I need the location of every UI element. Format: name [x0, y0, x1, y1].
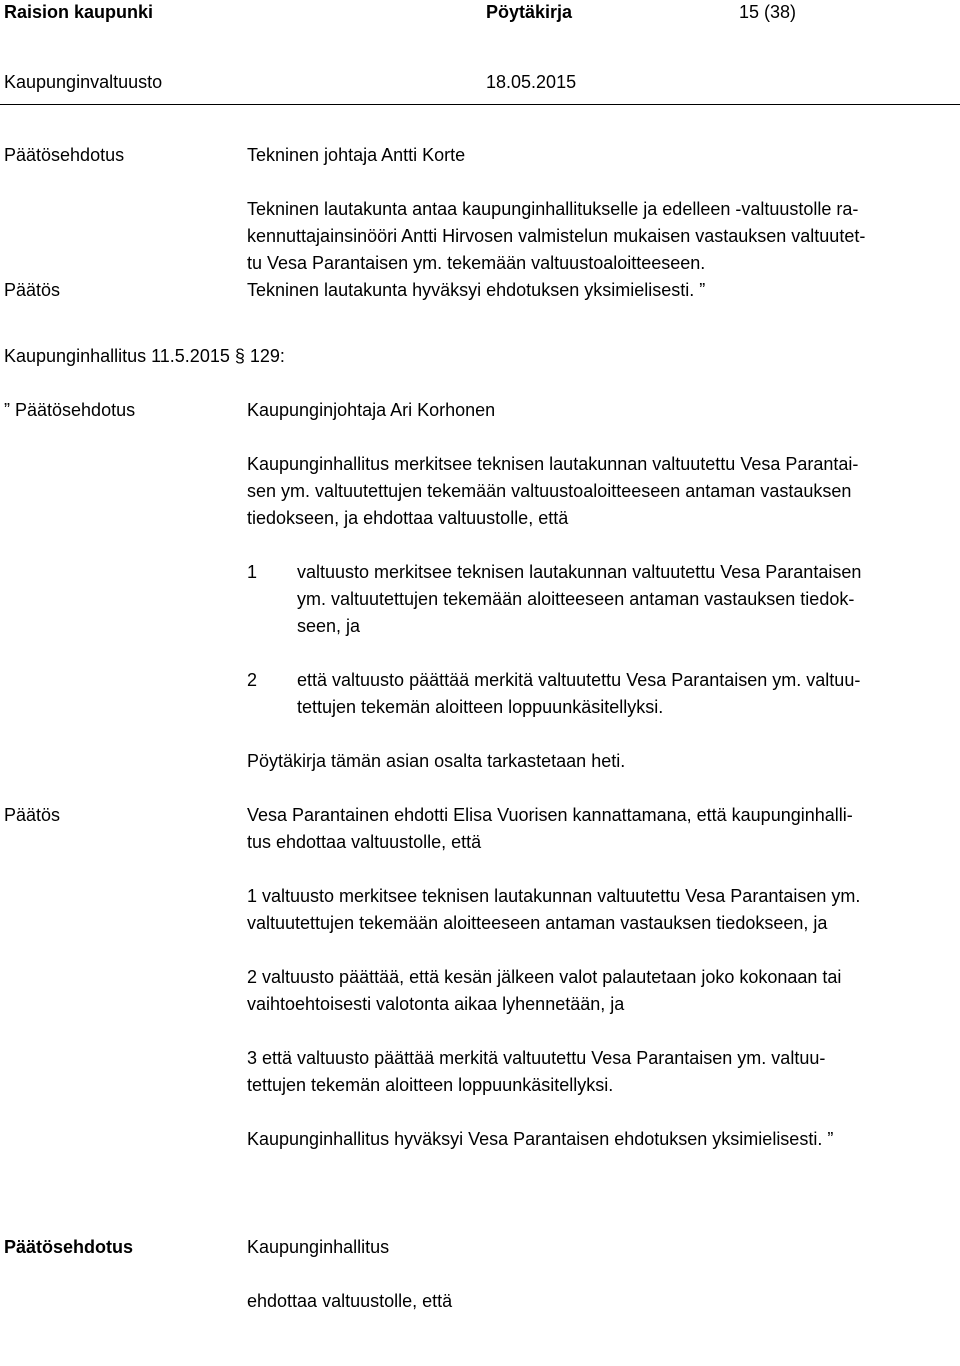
decision-row-1 — [0, 277, 960, 304]
proposer: Tekninen johtaja Antti Korte — [247, 145, 466, 165]
label-proposal: Päätösehdotus — [4, 145, 125, 165]
document-body — [0, 142, 960, 1315]
decision-text: Vesa Parantainen ehdotti Elisa Vuorisen kannattamana, että kaupunginhalli- tus ehdottaa valtuustolle, että — [247, 805, 853, 852]
item-text: valtuusto merkitsee teknisen lautakunnan valtuutettu Vesa Parantaisen ym. valtuutettujen tekemään aloitteeseen antaman vastauksen tiedok- seen, ja — [297, 562, 862, 636]
decision-item: 2 valtuusto päättää, että kesän jälkeen valot palautetaan joko kokonaan tai vaihtoehtoisesti valotonta aikaa lyhennetään, ja — [247, 967, 842, 1014]
label-proposal: Päätösehdotus — [4, 1237, 134, 1257]
decision-item: 3 että valtuusto päättää merkitä valtuutettu Vesa Parantaisen ym. valtuu- tettujen tekemän aloitteen loppuunkäsitellyksi. — [247, 1048, 826, 1095]
proposer: Kaupunginjohtaja Ari Korhonen — [247, 400, 496, 420]
item-number: 1 — [247, 562, 258, 582]
proposal-row-2 — [0, 397, 960, 424]
page-header — [0, 0, 960, 108]
final-decision: Kaupunginhallitus hyväksyi Vesa Parantaisen ehdotuksen yksimielisesti. ” — [247, 1129, 834, 1149]
meeting-date: 18.05.2015 — [486, 72, 577, 92]
proposal-text-row-1 — [0, 196, 960, 277]
khall-heading: Kaupunginhallitus 11.5.2015 § 129: — [4, 346, 285, 366]
decision-row-2 — [0, 802, 960, 856]
label-proposal: ” Päätösehdotus — [4, 400, 136, 420]
proposal-row-3 — [0, 1234, 960, 1261]
item-text: että valtuusto päättää merkitä valtuutettu Vesa Parantaisen ym. valtuu- tettujen tekemän aloitteen loppuunkäsitellyksi. — [297, 670, 861, 717]
decision-item: 1 valtuusto merkitsee teknisen lautakunnan valtuutettu Vesa Parantaisen ym. valtuutettujen tekemään aloitteeseen antaman vastauksen tiedokseen, ja — [247, 886, 861, 933]
minutes-note: Pöytäkirja tämän asian osalta tarkastetaan heti. — [247, 751, 626, 771]
meeting-body: Kaupunginvaltuusto — [4, 72, 163, 92]
proposal-text-row-3 — [0, 1288, 960, 1315]
proposal-intro-row-2 — [0, 451, 960, 532]
proposal-text: ehdottaa valtuustolle, että — [247, 1291, 453, 1311]
proposal-intro: Kaupunginhallitus merkitsee teknisen lautakunnan valtuutettu Vesa Parantai- sen ym. valtuutettujen tekemään valtuustoaloitteeseen antaman vastauksen tiedokseen, ja ehdottaa valtuustolle, että — [247, 454, 859, 528]
header-divider — [0, 104, 960, 105]
numbered-item — [0, 667, 960, 721]
page-number: 15 (38) — [739, 2, 797, 22]
proposer: Kaupunginhallitus — [247, 1237, 390, 1257]
item-number: 2 — [247, 670, 258, 690]
minutes-note-row — [0, 748, 960, 775]
label-decision: Päätös — [4, 280, 61, 300]
final-decision-row — [0, 1126, 960, 1153]
proposal-row-1 — [0, 142, 960, 169]
label-decision: Päätös — [4, 805, 61, 825]
proposal-text: Tekninen lautakunta antaa kaupunginhallitukselle ja edelleen -valtuustolle ra- kennuttajainsinööri Antti Hirvosen valmistelun mukaisen vastauksen valtuutet- tu Vesa Parantaisen ym. tekemään valtuustoaloitteeseen. — [247, 199, 866, 273]
document-type: Pöytäkirja — [486, 2, 573, 22]
decision-text: Tekninen lautakunta hyväksyi ehdotuksen yksimielisesti. ” — [247, 280, 706, 300]
numbered-item — [0, 559, 960, 640]
org-name: Raision kaupunki — [4, 2, 154, 22]
